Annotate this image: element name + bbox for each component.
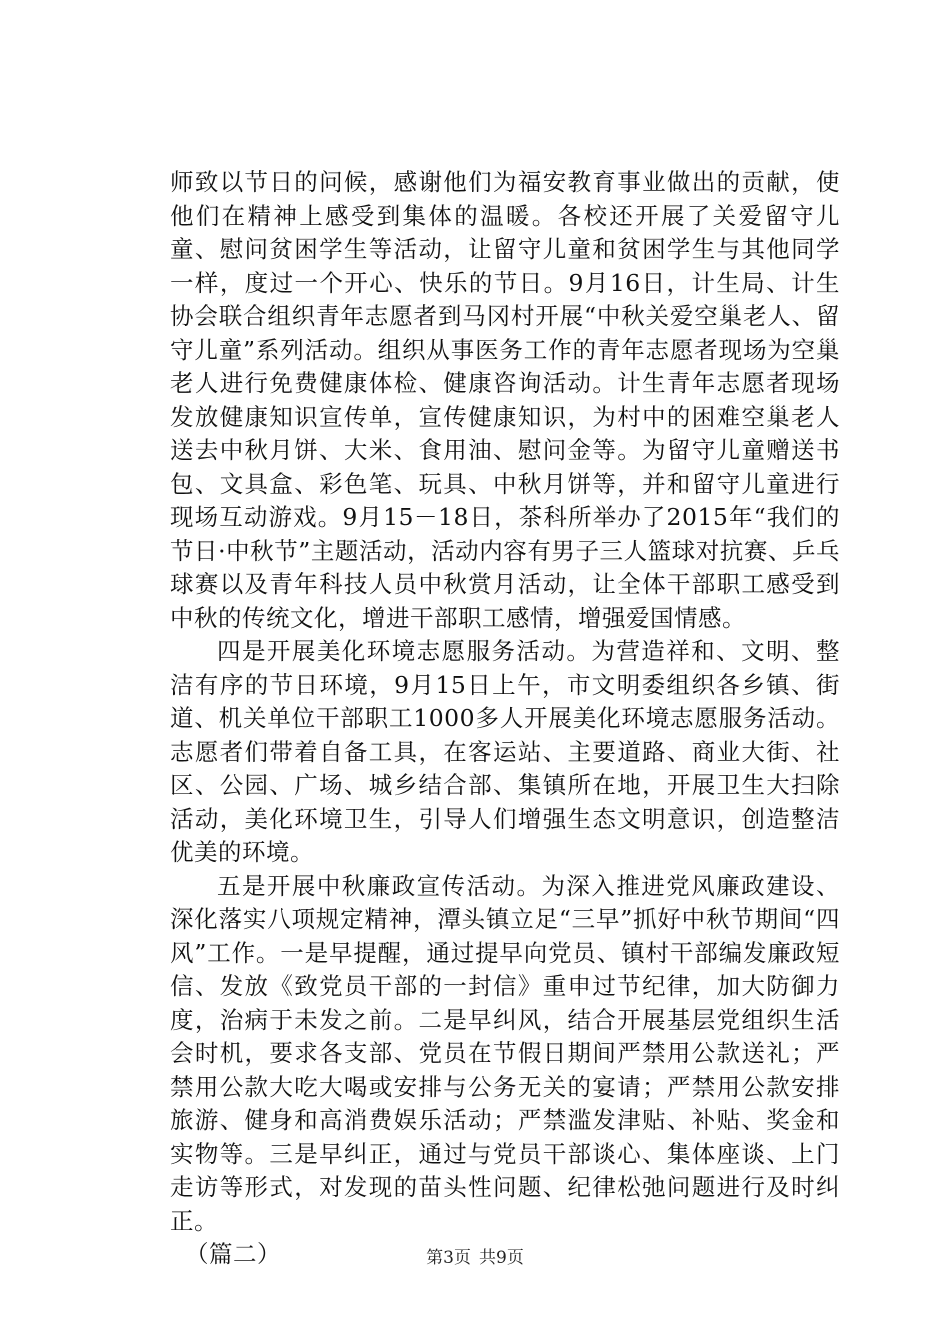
paragraph-environment: 四是开展美化环境志愿服务活动。为营造祥和、文明、整洁有序的节日环境，9月15日上午，市文明委组织各乡镇、街道、机关单位干部职工1000多人开展美化环境志愿服务活动。志愿者们带着自备工具，在客运站、主要道路、商业大街、社区、公园、广场、城乡结合部、集镇所在地，开展卫生大扫除活动，美化环境卫生，引导人们增强生态文明意识，创造整洁优美的环境。	[170, 637, 840, 866]
page-footer	[0, 1246, 950, 1270]
page-number-total: 共9页	[479, 1248, 524, 1268]
paragraph-continued: 师致以节日的问候，感谢他们为福安教育事业做出的贡献，使他们在精神上感受到集体的温暖。各校还开展了关爱留守儿童、慰问贫困学生等活动，让留守儿童和贫困学生与其他同学一样，度过一个开心、快乐的节日。9月16日，计生局、计生协会联合组织青年志愿者到马冈村开展“中秋关爱空巢老人、留守儿童”系列活动。组织从事医务工作的青年志愿者现场为空巢老人进行免费健康体检、健康咨询活动。计生青年志愿者现场发放健康知识宣传单，宣传健康知识，为村中的困难空巢老人送去中秋月饼、大米、食用油、慰问金等。为留守儿童赠送书包、文具盒、彩色笔、玩具、中秋月饼等，并和留守儿童进行现场互动游戏。9月15－18日，茶科所举办了2015年“我们的节日·中秋节”主题活动，活动内容有男子三人篮球对抗赛、乒乓球赛以及青年科技人员中秋赏月活动，让全体干部职工感受到中秋的传统文化，增进干部职工感情，增强爱国情感。	[170, 168, 840, 632]
paragraph-integrity: 五是开展中秋廉政宣传活动。为深入推进党风廉政建设、深化落实八项规定精神，潭头镇立足“三早”抓好中秋节期间“四风”工作。一是早提醒，通过提早向党员、镇村干部编发廉政短信、发放《致党员干部的一封信》重申过节纪律，加大防御力度，治病于未发之前。二是早纠风，结合开展基层党组织生活会时机，要求各支部、党员在节假日期间严禁用公款送礼；严禁用公款大吃大喝或安排与公务无关的宴请；严禁用公款安排旅游、健身和高消费娱乐活动；严禁滥发津贴、补贴、奖金和实物等。三是早纠正，通过与党员干部谈心、集体座谈、上门走访等形式，对发现的苗头性问题、纪律松弛问题进行及时纠正。	[170, 871, 840, 1235]
document-body	[170, 166, 840, 1272]
section-label: （篇二）	[185, 1240, 281, 1268]
page-number-current: 第3页	[426, 1248, 471, 1268]
